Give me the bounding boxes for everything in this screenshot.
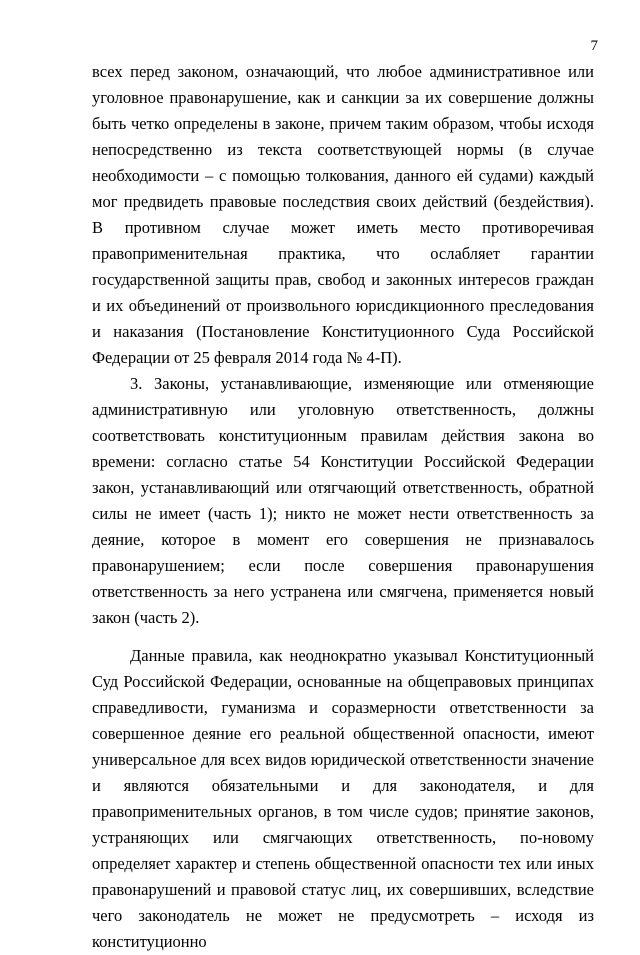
paragraph-continuation: всех перед законом, означающий, что любое административное или уголовное правонарушение, как и санкции за их совершение должны быть четко определены в законе, причем таким образом, чтобы исходя непосредственно из текста соответствующей нормы (в случае необходимости – с помощью толкования, данного ей судами) каждый мог предвидеть правовые последствия своих действий (бездействия). В противном случае может иметь место противоречивая правоприменительная практика, что ослабляет гарантии государственной защиты прав, свобод и законных интересов граждан и их объединений от произвольного юрисдикционного преследования и наказания (Постановление Конституционного Суда Российской Федерации от 25 февраля 2014 года № 4-П). (92, 62, 594, 367)
paragraph-item-3: 3. Законы, устанавливающие, изменяющие или отменяющие административную или уголовную ответственность, должны соответствовать конституционным правилам действия закона во времени: согласно статье 54 Конституции Российской Федерации закон, устанавливающий или отягчающий ответственность, обратной силы не имеет (часть 1); никто не может нести ответственность за деяние, которое в момент его совершения не признавалось правонарушением; если после совершения правонарушения ответственность за него устранена или смягчена, применяется новый закон (часть 2). (92, 374, 594, 627)
page-number: 7 (590, 38, 598, 54)
paragraph-rules: Данные правила, как неоднократно указывал Конституционный Суд Российской Федерации, основанные на общеправовых принципах справедливости, гуманизма и соразмерности ответственности за совершенное деяние его реальной общественной опасности, имеют универсальное для всех видов юридической ответственности значение и являются обязательными и для законодателя, и для правоприменительных органов, в том числе судов; принятие законов, устраняющих или смягчающих ответственность, по-новому определяет характер и степень общественной опасности тех или иных правонарушений и правовой статус лиц, их совершивших, вследствие чего законодатель не может не предусмотреть – исходя из конституционно (92, 646, 594, 951)
document-body (92, 59, 594, 955)
